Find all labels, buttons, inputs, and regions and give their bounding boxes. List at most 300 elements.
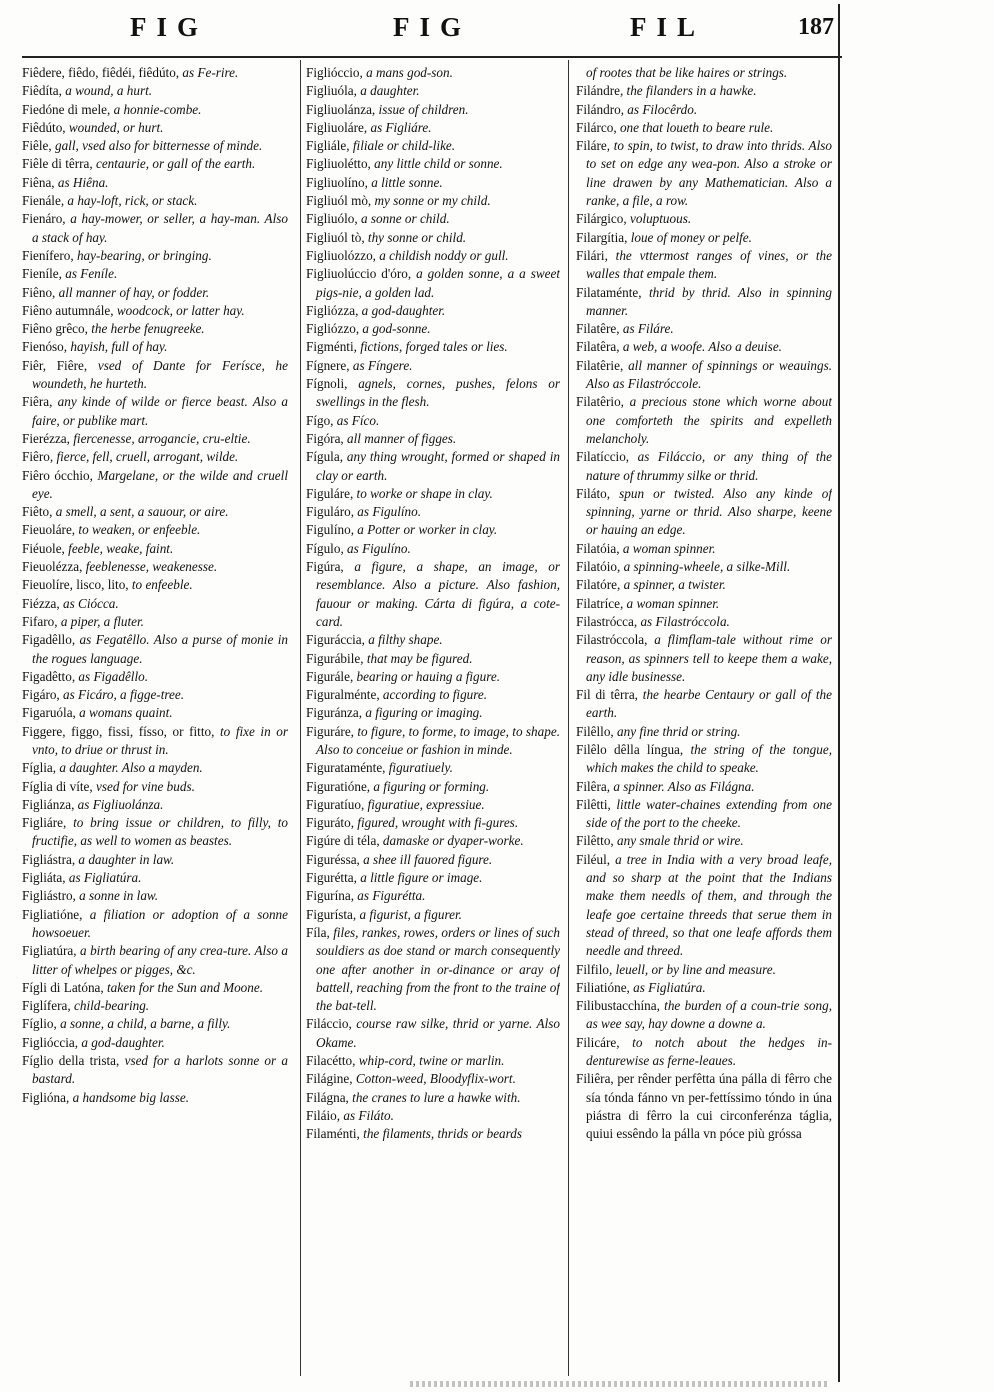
headword: Filatóio, (576, 559, 621, 575)
headword: Filatíccio, (576, 449, 630, 465)
dictionary-entry (22, 997, 288, 1015)
dictionary-entry (576, 631, 832, 686)
headword: Figménti, (306, 339, 357, 355)
dictionary-entry (576, 558, 832, 576)
definition: any kinde of wilde or fierce beast. Also a faire, or publike mart. (32, 394, 288, 428)
headword: Figliuólo, (306, 211, 358, 227)
dictionary-entry (22, 851, 288, 869)
column-divider-1 (300, 60, 301, 1376)
headword: Fiêto, (22, 504, 53, 520)
dictionary-entry (22, 82, 288, 100)
headword: Fiêdúto, (22, 119, 66, 135)
headword: Fieníle, (22, 266, 62, 282)
definition: to fixe in or vnto, to driue or thrust in. (32, 723, 288, 757)
dictionary-entry (306, 650, 560, 668)
dictionary-entry (22, 1034, 288, 1052)
headword: Figuláre, (306, 485, 354, 501)
dictionary-entry (22, 155, 288, 173)
dictionary-entry (22, 320, 288, 338)
definition: as Fe-rire. (179, 65, 239, 80)
dictionary-entry (576, 540, 832, 558)
dictionary-entry (22, 338, 288, 356)
dictionary-entry (576, 210, 832, 228)
dictionary-entry (306, 723, 560, 760)
definition: the herbe fenugreeke. (87, 321, 205, 337)
definition: a daughter in law. (75, 851, 175, 867)
headword: Filêllo, (576, 723, 614, 739)
dictionary-entry (22, 540, 288, 558)
definition: fictions, forged tales or lies. (356, 339, 508, 355)
definition: as Feníle. (61, 266, 118, 282)
dictionary-entry (576, 997, 832, 1034)
headword: Fíglia, (22, 760, 57, 776)
dictionary-entry (22, 1052, 288, 1089)
headword: Fiêle, (22, 138, 52, 154)
definition: a daughter. (356, 83, 420, 99)
headword: Figuláro, (306, 504, 354, 520)
headword: Figgere, figgo, fissi, físso, or fitto, (22, 723, 215, 739)
headword: Figliástra, (22, 851, 76, 867)
headword: Fienóso, (22, 339, 68, 355)
dictionary-entry (306, 101, 560, 119)
headword: Fiêle di têrra, (22, 156, 93, 172)
dictionary-entry (22, 119, 288, 137)
definition: a sonne, a child, a barne, a filly. (56, 1016, 231, 1032)
column-divider-2 (568, 60, 569, 1376)
dictionary-entry (306, 265, 560, 302)
definition: a birth bearing of any crea-ture. Also a litter of whelpes or pigges, &c. (32, 943, 288, 977)
definition: feeble, weake, faint. (64, 540, 174, 556)
dictionary-entry (306, 521, 560, 539)
dictionary-entry (306, 503, 560, 521)
headword: Figuralménte, (306, 687, 380, 703)
headword: Fiêra, (22, 394, 53, 410)
dictionary-entry (22, 869, 288, 887)
definition: figured, wrought with fi-gures. (354, 815, 519, 831)
headword: Figliózzo, (306, 321, 360, 337)
headword: Fieuolézza, (22, 559, 83, 575)
dictionary-entry (22, 613, 288, 631)
headword: Fiêro, (22, 449, 54, 465)
definition: a filiation or adoption of a sonne howsoeuer. (32, 906, 288, 940)
dictionary-entry (22, 979, 288, 997)
definition: child-bearing. (70, 998, 150, 1014)
headword: Filicáre, (576, 1034, 620, 1050)
dictionary-entry (22, 759, 288, 777)
headword: Fienále, (22, 193, 65, 209)
headword: Filárgico, (576, 211, 627, 227)
dictionary-entry (22, 686, 288, 704)
definition: my sonne or my child. (371, 193, 491, 209)
headword: Fifaro, (22, 613, 58, 629)
dictionary-entry (576, 613, 832, 631)
dictionary-entry (576, 576, 832, 594)
headword: Figliuól mò, (306, 193, 372, 209)
definition: any little child or sonne. (370, 156, 503, 172)
definition: as Hiêna. (54, 174, 109, 190)
dictionary-entry (306, 229, 560, 247)
headword: Fiêna, (22, 174, 55, 190)
headword: Filêtto, (576, 833, 614, 849)
dictionary-entry (22, 814, 288, 851)
dictionary-entry (306, 247, 560, 265)
definition: figuratiuely. (385, 760, 453, 776)
dictionary-entry (306, 924, 560, 1015)
definition: a sonne in law. (75, 888, 159, 904)
definition: vsed of Dante for Feríscе, he woundeth, he hurteth. (32, 357, 288, 392)
dictionary-entry (306, 1070, 560, 1088)
dictionary-entry (576, 595, 832, 613)
definition: fiercenesse, arrogancie, cru-eltie. (69, 430, 251, 446)
headword: Figurísta, (306, 906, 357, 922)
dictionary-entry (306, 851, 560, 869)
dictionary-entry (22, 521, 288, 539)
headword: Fíla, (306, 924, 330, 940)
definition: a woman spinner. (623, 595, 720, 611)
headword: Fíglio, (22, 1016, 57, 1032)
dictionary-entry (576, 64, 832, 82)
headword: Figóra, (306, 430, 344, 446)
definition: a little figure or image. (356, 870, 483, 886)
dictionary-entry (22, 796, 288, 814)
headword: Filêra, (576, 778, 611, 794)
header-rule (22, 56, 842, 58)
definition: a spinner, a twister. (620, 577, 726, 593)
definition: as Filáre. (619, 321, 674, 337)
definition: a god-daughter. (358, 302, 446, 318)
dictionary-entry (306, 174, 560, 192)
definition: Margelane, or the wilde and cruell eye. (32, 467, 288, 501)
headword: Fíglia di víte, (22, 778, 93, 794)
headword: Figliuoláre, (306, 119, 368, 135)
headword: Figliáre, (22, 815, 67, 831)
definition: to enfeeble. (128, 577, 193, 593)
dictionary-entry (306, 796, 560, 814)
headword: Figáro, (22, 687, 60, 703)
headword: Figuráto, (306, 815, 354, 831)
headword: Figurétta, (306, 870, 357, 886)
definition: the filanders in a hawke. (623, 83, 757, 99)
page-bottom-mark (410, 1381, 830, 1387)
headword: Filatóre, (576, 577, 621, 593)
dictionary-entry (306, 155, 560, 173)
definition: as Figliáre. (367, 119, 432, 135)
definition: figuratiue, expressiue. (364, 796, 485, 812)
dictionary-entry (306, 631, 560, 649)
dictionary-entry (306, 119, 560, 137)
headword: Fiéuole, (22, 540, 65, 556)
headword: Fiêdere, fiêdo, fiêdéi, fiêdúto, (22, 65, 180, 80)
headword: Filastróccola, (576, 632, 648, 648)
headword: Fígo, (306, 412, 334, 428)
headword: Fienáro, (22, 211, 66, 227)
dictionary-entry (22, 704, 288, 722)
definition: a piper, a fluter. (57, 613, 144, 629)
definition: a tree in India with a very broad leafe, and so sharp at the point that the Indians make them needls of them, and through the leafe goe certaine threeds that serue them in stead of threed, so that one leafe affords them needle and threed. (586, 851, 832, 959)
headword: Filándro, (576, 101, 624, 117)
definition: as Figadêllo. (75, 668, 149, 684)
headword: Fienífero, (22, 247, 74, 263)
definition: as Fíngere. (349, 357, 413, 373)
definition: a figurist, a figurer. (356, 906, 462, 922)
headword: Fíglio della trista, (22, 1053, 120, 1069)
definition: all manner of spinnings or weauings. Also as Filastróccole. (586, 357, 832, 392)
headword: Filatríce, (576, 595, 624, 611)
definition: woodcock, or latter hay. (113, 302, 245, 318)
definition: a filthy shape. (364, 632, 443, 648)
dictionary-entry (22, 558, 288, 576)
definition: as Figliuolánza. (74, 796, 164, 812)
dictionary-entry (576, 101, 832, 119)
definition: to bring issue or children, to filly, to fructifie, as well to women as beastes. (32, 815, 288, 849)
dictionary-entry (22, 723, 288, 760)
dictionary-entry (306, 485, 560, 503)
headword: Filiêra, (576, 1071, 614, 1087)
headword: Figlióccio, (306, 65, 363, 80)
definition: a sonne or child. (357, 211, 450, 227)
headword: Fiêr, Fiêre, (22, 357, 88, 373)
definition: wounded, or hurt. (65, 119, 164, 135)
definition: a woman spinner. (619, 540, 716, 556)
dictionary-entry (306, 668, 560, 686)
headword: Figurále, (306, 668, 354, 684)
definition: any fine thrid or string. (613, 723, 741, 739)
definition: a mans god-son. (362, 65, 453, 80)
dictionary-entry (576, 137, 832, 210)
headword: Fígli di Latóna, (22, 979, 104, 995)
dictionary-entry (306, 210, 560, 228)
headword: Figliuolózzo, (306, 247, 376, 263)
headword: Filándre, (576, 83, 624, 99)
definition: a smell, a sent, a sauour, or aire. (52, 504, 229, 520)
definition: the string of the tongue, which makes the child to speake. (586, 741, 832, 776)
dictionary-entry (306, 192, 560, 210)
headword: Figuréssa, (306, 851, 360, 867)
dictionary-entry (22, 284, 288, 302)
headword: Figliánza, (22, 796, 75, 812)
dictionary-entry (576, 229, 832, 247)
definition: a spinner. Also as Filágna. (610, 778, 755, 794)
headword: Figuráre, (306, 723, 354, 739)
headword: Filáccio, (306, 1016, 352, 1032)
dictionary-entry (22, 1089, 288, 1107)
column-left (22, 64, 288, 1380)
headword: Filêtti, (576, 796, 611, 812)
dictionary-entry (22, 393, 288, 430)
dictionary-entry (576, 851, 832, 961)
dictionary-entry (22, 631, 288, 668)
definition: course raw silke, thrid or yarne. Also Okame. (316, 1016, 560, 1050)
dictionary-entry (306, 302, 560, 320)
definition: a handsome big lasse. (69, 1089, 190, 1105)
definition: to weaken, or enfeeble. (75, 522, 201, 538)
headword: Fiêro ócchio, (22, 467, 93, 483)
definition: according to figure. (379, 687, 488, 703)
running-head-center: FIG (393, 12, 472, 42)
dictionary-entry (22, 668, 288, 686)
definition: whip-cord, twine or marlin. (355, 1053, 505, 1069)
definition: as Filocêrdo. (624, 101, 698, 117)
dictionary-entry (22, 906, 288, 943)
dictionary-entry (306, 1015, 560, 1052)
headword: Filêlo dêlla língua, (576, 741, 684, 757)
dictionary-entry (22, 448, 288, 466)
definition: taken for the Sun and Moone. (103, 979, 264, 995)
dictionary-entry (22, 467, 288, 504)
dictionary-entry (22, 265, 288, 283)
headword: Figliástro, (22, 888, 76, 904)
dictionary-entry (306, 320, 560, 338)
dictionary-entry (22, 576, 288, 594)
headword: Figuránza, (306, 705, 363, 721)
definition: a childish noddy or gull. (375, 247, 509, 263)
definition: gall, vsed also for bitternesse of minde. (51, 138, 263, 154)
headword: Filáto, (576, 485, 611, 501)
dictionary-entry (22, 942, 288, 979)
dictionary-entry (576, 284, 832, 321)
definition: little water-chaines extending from one side of the port to the cheeke. (586, 796, 832, 831)
definition: leuell, or by line and measure. (612, 961, 776, 977)
definition: as Figulíno. (343, 540, 411, 556)
headword: Fígula, (306, 449, 343, 465)
headword: Figurábile, (306, 650, 364, 666)
definition: a god-daughter. (78, 1034, 165, 1050)
dictionary-entry (306, 1089, 560, 1107)
headword: Filiatióne, (576, 979, 630, 995)
definition: a hay-mower, or seller, a hay-man. Also a stack of hay. (32, 211, 288, 245)
headword: Filáio, (306, 1107, 341, 1123)
headword: Fierézza, (22, 430, 70, 446)
definition: agnels, cornes, pushes, felons or swellings in the flesh. (316, 376, 560, 410)
headword: Fiézza, (22, 595, 60, 611)
definition: a womans quaint. (75, 705, 173, 721)
definition: the burden of a coun-trie song, as wee say, hay downe a downe a. (586, 998, 832, 1032)
definition: files, rankes, rowes, orders or lines of such souldiers as doe stand or march consequently one after another in or-dinance or aray of battell, reaching from the front to the traine of the bat-tell. (316, 924, 560, 1014)
headword: Filacétto, (306, 1053, 356, 1069)
definition: the hearbe Centaury or gall of the earth. (586, 687, 832, 721)
dictionary-entry (306, 704, 560, 722)
dictionary-entry (306, 430, 560, 448)
dictionary-entry (576, 741, 832, 778)
dictionary-entry (576, 320, 832, 338)
definition: issue of children. (375, 101, 469, 117)
definition: bearing or hauing a figure. (353, 668, 501, 684)
definition: to notch about the hedges in-denturewise as ferne-leaues. (586, 1034, 832, 1069)
definition: a precious stone which worne about one comforteth the spirits and expelleth melancholy. (586, 394, 832, 446)
headword: Figlióna, (22, 1089, 70, 1105)
headword: Figlífera, (22, 998, 71, 1014)
dictionary-entry (306, 832, 560, 850)
headword: Fiedóne di mele, (22, 101, 111, 117)
dictionary-entry (576, 338, 832, 356)
headword: Filibustacchína, (576, 998, 660, 1014)
definition: the cranes to lure a hawke with. (348, 1089, 521, 1105)
headword: Figliuól tò, (306, 229, 365, 245)
definition: a shee ill fauored figure. (359, 851, 493, 867)
headword: Filéul, (576, 851, 611, 867)
dictionary-entry (22, 210, 288, 247)
dictionary-entry (576, 82, 832, 100)
definition: a figuring or imaging. (362, 705, 483, 721)
definition: a god-sonne. (359, 321, 431, 337)
headword: Filataménte, (576, 284, 642, 300)
headword: Figadêllo, (22, 632, 76, 648)
definition: vsed for vine buds. (92, 778, 195, 794)
dictionary-entry (22, 174, 288, 192)
dictionary-entry (22, 430, 288, 448)
definition: centaurie, or gall of the earth. (92, 156, 256, 172)
headword: Filatêrie, (576, 357, 624, 373)
headword: Filatóia, (576, 540, 620, 556)
dictionary-entry (576, 832, 832, 850)
headword: Fiêno, (22, 284, 56, 300)
dictionary-entry (22, 503, 288, 521)
headword: Filatêra, (576, 339, 620, 355)
dictionary-entry (22, 302, 288, 320)
headword: Filargítia, (576, 229, 628, 245)
dictionary-entry (576, 119, 832, 137)
definition: a figuring or forming. (370, 778, 490, 794)
definition: a wound, a hurt. (61, 83, 153, 99)
dictionary-entry (306, 375, 560, 412)
definition: a figure, a shape, an image, or resemblance. Also a picture. Also fashion, fauour or making. Cárta di figúra, a cote-card. (316, 559, 560, 629)
headword: Fiêno grêco, (22, 321, 88, 337)
definition: a web, a woofe. Also a deuise. (619, 339, 782, 355)
dictionary-entry (306, 778, 560, 796)
dictionary-entry (306, 412, 560, 430)
definition: as Ficáro, a figge-tree. (59, 687, 185, 703)
dictionary-entry (576, 448, 832, 485)
headword: Figúra, (306, 559, 344, 575)
dictionary-entry (576, 393, 832, 448)
definition: damaske or dyaper-worke. (379, 833, 524, 849)
definition: thrid by thrid. Also in spinning manner. (586, 284, 832, 318)
definition: the filaments, thrids or beards (359, 1126, 523, 1142)
headword: Filárco, (576, 119, 617, 135)
definition: as Figliatúra. (629, 979, 706, 995)
definition: any thing wrought, formed or shaped in clay or earth. (316, 449, 560, 483)
definition: to figure, to forme, to image, to shape. Also to conceiue or fashion in minde. (316, 723, 560, 757)
headword: Figliózza, (306, 302, 359, 318)
dictionary-entry (306, 357, 560, 375)
headword: Figuratíuo, (306, 796, 365, 812)
definition: feeblenesse, weakenesse. (82, 559, 218, 575)
definition: as Ciócca. (59, 595, 119, 611)
headword: Figliále, (306, 138, 350, 154)
dictionary-entry (22, 101, 288, 119)
definition: as Fíco. (333, 412, 380, 428)
headword: Filaménti, (306, 1126, 360, 1142)
headword: Fiêdíta, (22, 83, 62, 99)
dictionary-entry (306, 906, 560, 924)
definition: filiale or child-like. (349, 138, 456, 154)
definition: a flimflam-tale without rime or reason, as spinners tell to keepe them a wake, any idle businesse. (586, 632, 832, 684)
definition: Cotton-weed, Bloodyflix-wort. (352, 1071, 516, 1087)
headword: Figliuóla, (306, 83, 357, 99)
dictionary-entry (306, 558, 560, 631)
dictionary-entry (306, 686, 560, 704)
definition: as Filáto. (340, 1107, 394, 1123)
dictionary-entry (22, 64, 288, 82)
definition: as Fegatêllo. Also a purse of monie in the rogues language. (32, 632, 288, 666)
definition: that may be figured. (363, 650, 473, 666)
definition: as Figurétta. (354, 888, 426, 904)
headword: Filatêre, (576, 321, 620, 337)
dictionary-entry (576, 686, 832, 723)
definition: hayish, full of hay. (67, 339, 168, 355)
headword: Figuratióne, (306, 778, 371, 794)
dictionary-entry (576, 357, 832, 394)
